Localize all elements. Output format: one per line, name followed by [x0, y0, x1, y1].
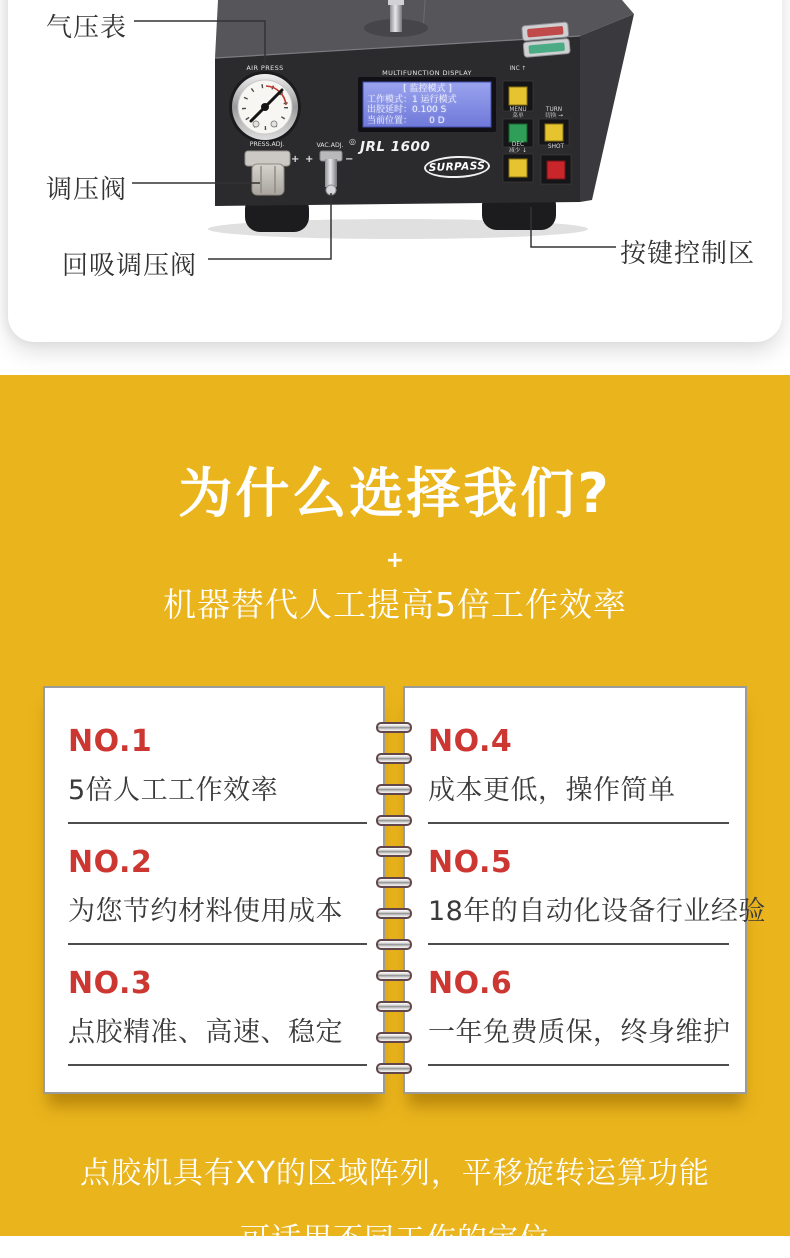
- feature-item-4: [428, 724, 729, 824]
- feature-item-6: [428, 966, 729, 1066]
- air-press-label: AIR PRESS: [246, 64, 284, 72]
- feature-divider: [428, 822, 729, 824]
- display-title-label: MULTIFUNCTION DISPLAY: [382, 69, 472, 77]
- key-label-dec: [502, 142, 534, 155]
- lcd-line-2: 工作模式：1 运行模式: [367, 94, 457, 105]
- key-label-dec-cn: 减少 ↓: [508, 148, 528, 155]
- binder-ring-icon: [376, 784, 412, 795]
- feature-divider: [68, 822, 367, 824]
- feature-divider: [68, 943, 367, 945]
- section-subtitle: 机器替代人工提高5倍工作效率: [163, 585, 627, 624]
- vac-plus-sign: +: [305, 154, 314, 165]
- feature-text: 18年的自动化设备行业经验: [428, 896, 766, 927]
- product-photo-section: [0, 0, 790, 375]
- key-label-shot: SHOT: [547, 144, 565, 150]
- plus-divider: +: [385, 548, 405, 573]
- key-label-dec-en: DEC: [511, 142, 525, 148]
- lcd-line-4: 当前位置： 0 D: [367, 115, 445, 126]
- binder-ring-icon: [376, 939, 412, 950]
- callout-suckback: 回吸调压阀: [62, 251, 198, 281]
- feature-text: 5倍人工工作效率: [68, 775, 279, 806]
- vac-adj-label: VAC.ADJ.: [316, 142, 344, 149]
- feature-item-1: [68, 724, 367, 824]
- key-label-inc: INC ↑: [509, 66, 527, 72]
- press-adj-label: PRESS.ADJ.: [249, 141, 285, 148]
- feature-text: 一年免费质保，终身维护: [428, 1017, 731, 1048]
- footer-line-2: 可适用不同工作的定位: [240, 1222, 550, 1257]
- callout-key-area: 按键控制区: [620, 239, 756, 269]
- model-number: JRL 1600: [360, 139, 431, 155]
- lcd-display-text: [364, 84, 491, 126]
- brand-logo: SURPASS: [424, 155, 491, 179]
- binder-ring-icon: [376, 846, 412, 857]
- feature-divider: [68, 1064, 367, 1066]
- feature-text: 为您节约材料使用成本: [68, 896, 343, 927]
- registered-mark-icon: ◎: [349, 137, 356, 146]
- binder-ring-icon: [376, 1032, 412, 1043]
- binder-ring-icon: [376, 1001, 412, 1012]
- callout-regulator: 调压阀: [46, 175, 128, 205]
- why-choose-us-section: [0, 375, 790, 1257]
- machine-side-face: [580, 14, 634, 202]
- binder-ring-icon: [376, 877, 412, 888]
- key-label-turn: [538, 107, 570, 120]
- key-label-turn-en: TURN: [545, 107, 563, 113]
- footer-line-1: 点胶机具有XY的区域阵列，平移旋转运算功能: [80, 1156, 710, 1191]
- feature-item-5: [428, 845, 766, 945]
- callout-air-gauge: 气压表: [46, 13, 128, 43]
- section-title: 为什么选择我们?: [178, 462, 612, 525]
- key-label-turn-cn: 切换 →: [544, 113, 564, 120]
- binder-ring-icon: [376, 722, 412, 733]
- machine-scene: [0, 0, 790, 362]
- feature-item-2: [68, 845, 367, 945]
- lcd-line-1: [ 监控模式 ]: [403, 84, 452, 94]
- feature-number: NO.4: [428, 724, 513, 759]
- feature-text: 点胶精准、高速、稳定: [68, 1017, 343, 1048]
- key-label-menu-cn: 菜单: [512, 113, 524, 120]
- binder-ring-icon: [376, 753, 412, 764]
- pressure-gauge: [229, 71, 301, 143]
- feature-number: NO.2: [68, 845, 153, 880]
- feature-number: NO.1: [68, 724, 153, 759]
- feature-item-3: [68, 966, 367, 1066]
- lcd-line-3: 出胶延时：0.100 S: [367, 105, 447, 116]
- press-adj-knob: [245, 151, 290, 195]
- notebook-cards: [43, 686, 766, 1094]
- holder-rod: [390, 2, 402, 32]
- feature-divider: [428, 943, 729, 945]
- rod-cap: [388, 0, 404, 5]
- feature-number: NO.3: [68, 966, 153, 1001]
- feature-card-left: [43, 686, 385, 1094]
- feature-card-right: [403, 686, 766, 1094]
- key-label-menu-en: MENU: [509, 107, 527, 113]
- binder-ring-icon: [376, 1063, 412, 1074]
- binder-ring-icon: [376, 970, 412, 981]
- vac-minus-sign: −: [345, 154, 354, 165]
- binder-ring-icon: [376, 908, 412, 919]
- feature-divider: [428, 1064, 729, 1066]
- feature-number: NO.5: [428, 845, 513, 880]
- binder-ring-icon: [376, 815, 412, 826]
- feature-number: NO.6: [428, 966, 513, 1001]
- feature-text: 成本更低，操作简单: [428, 775, 676, 806]
- press-plus-sign: +: [291, 154, 300, 165]
- key-label-menu: [502, 107, 534, 120]
